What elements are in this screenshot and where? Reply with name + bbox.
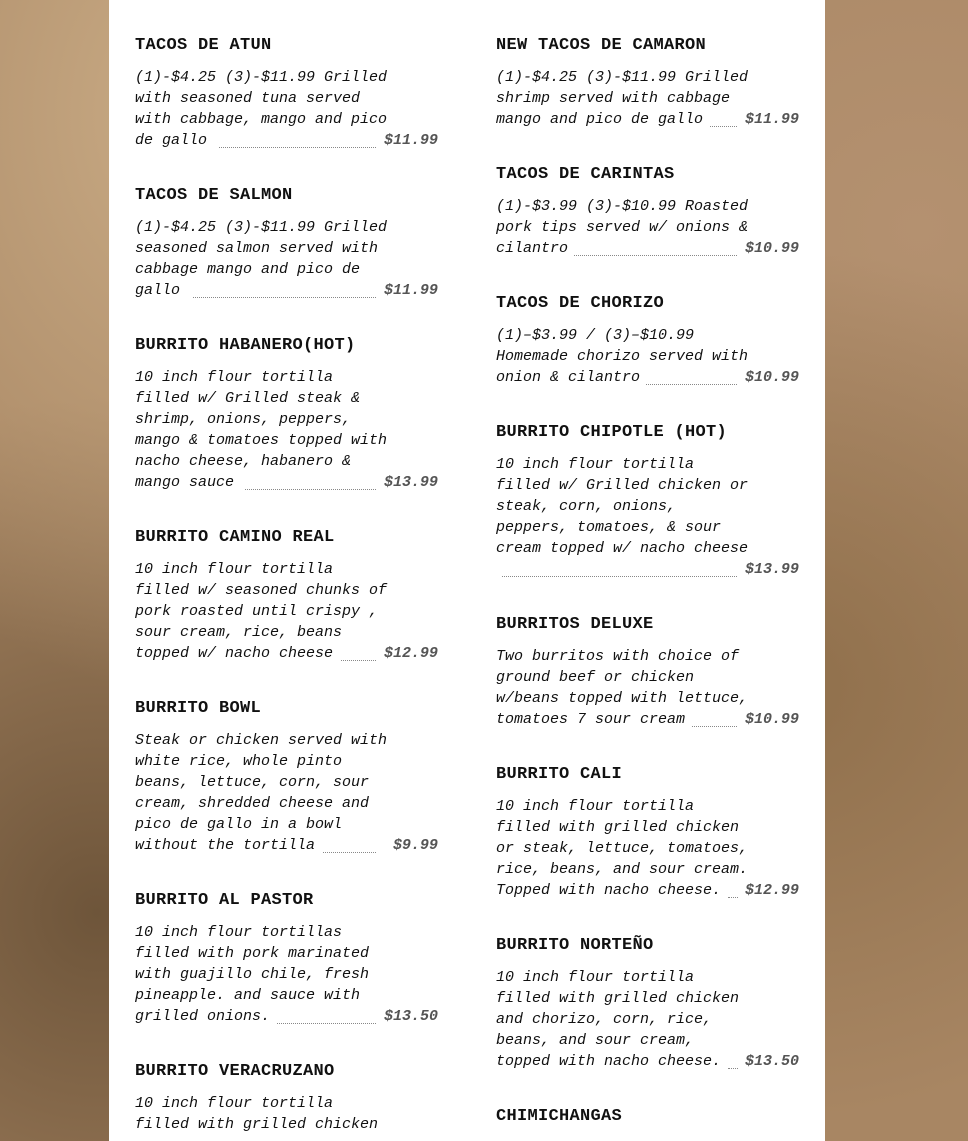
- dot-leader: [646, 382, 737, 385]
- menu-item: [496, 765, 799, 901]
- menu-item-price: $11.99: [744, 111, 799, 128]
- menu-item: [496, 36, 799, 130]
- menu-item-title: BURRITO BOWL: [135, 699, 262, 718]
- description-line: cabbage mango and pico de: [135, 261, 361, 278]
- description-line: topped with nacho cheese.: [496, 1053, 722, 1070]
- description-line: pork tips served w/ onions &: [496, 219, 749, 236]
- description-line: onion & cilantro: [496, 369, 641, 386]
- description-line: cream, shredded cheese and: [135, 795, 370, 812]
- menu-item-description: [135, 217, 390, 301]
- description-line: Topped with nacho cheese.: [496, 882, 722, 899]
- menu-item-price: $13.50: [383, 1008, 438, 1025]
- menu-item: [135, 36, 438, 151]
- menu-item-description: [496, 454, 751, 580]
- menu-item-description: [496, 967, 751, 1072]
- menu-item-title: TACOS DE CARINTAS: [496, 165, 675, 184]
- description-line: 10 inch flour tortilla: [135, 369, 334, 386]
- menu-item-description: [496, 325, 751, 388]
- menu-item-price: $10.99: [744, 711, 799, 728]
- dot-leader: [728, 895, 738, 898]
- dot-leader: [502, 574, 737, 577]
- menu-item-title: BURRITO NORTEÑO: [496, 936, 654, 955]
- menu-item: [135, 699, 438, 856]
- menu-item: [135, 528, 438, 664]
- menu-item-price: $9.99: [392, 837, 438, 854]
- description-line: 10 inch flour tortilla: [496, 798, 695, 815]
- menu-item-title: TACOS DE CHORIZO: [496, 294, 665, 313]
- description-line: tomatoes 7 sour cream: [496, 711, 686, 728]
- dot-leader: [341, 658, 376, 661]
- description-line: (1)-$4.25 (3)-$11.99 Grilled: [135, 69, 388, 86]
- menu-item: [496, 165, 799, 259]
- menu-item-title: TACOS DE ATUN: [135, 36, 272, 55]
- menu-item-description: [135, 1093, 390, 1135]
- menu-item-title: TACOS DE SALMON: [135, 186, 293, 205]
- description-line: ground beef or chicken: [496, 669, 695, 686]
- menu-item-description: [135, 730, 390, 856]
- menu-item-title: NEW TACOS DE CAMARON: [496, 36, 707, 55]
- menu-item-description: [496, 67, 751, 130]
- menu-item: [135, 186, 438, 301]
- description-line: with seasoned tuna served: [135, 90, 361, 107]
- description-line: with cabbage, mango and pico: [135, 111, 388, 128]
- description-line: pico de gallo in a bowl: [135, 816, 343, 833]
- menu-item-price: $12.99: [744, 882, 799, 899]
- description-line: shrimp, onions, peppers,: [135, 411, 352, 428]
- menu-item-price: $11.99: [383, 282, 438, 299]
- menu-item-description: [496, 196, 751, 259]
- description-line: grilled onions.: [135, 1008, 271, 1025]
- menu-item-description: [135, 559, 390, 664]
- description-line: 10 inch flour tortilla: [496, 456, 695, 473]
- menu-item-title: BURRITO CHIPOTLE (HOT): [496, 423, 728, 442]
- menu-item: [135, 336, 438, 493]
- dot-leader: [193, 295, 376, 298]
- dot-leader: [277, 1021, 376, 1024]
- menu-item-title: BURRITO CAMINO REAL: [135, 528, 335, 547]
- description-line: Homemade chorizo served with: [496, 348, 749, 365]
- menu-item-price: $11.99: [383, 132, 438, 149]
- menu-item: [496, 1107, 799, 1138]
- description-line: shrimp served with cabbage: [496, 90, 731, 107]
- description-line: nacho cheese, habanero &: [135, 453, 352, 470]
- dot-leader: [219, 145, 376, 148]
- menu-item-price: $10.99: [744, 369, 799, 386]
- description-line: filled w/ seasoned chunks of: [135, 582, 388, 599]
- description-line: mango sauce: [135, 474, 235, 491]
- description-line: without the tortilla: [135, 837, 316, 854]
- menu-item-description: [496, 646, 751, 730]
- menu-item-price: $13.99: [744, 561, 799, 578]
- description-line: gallo: [135, 282, 181, 299]
- description-line: de gallo: [135, 132, 208, 149]
- menu-item-title: BURRITO VERACRUZANO: [135, 1062, 335, 1081]
- description-line: beans, and sour cream,: [496, 1032, 695, 1049]
- menu-item-description: [135, 67, 390, 151]
- menu-item-description: [135, 367, 390, 493]
- menu-item-title: BURRITO HABANERO(HOT): [135, 336, 356, 355]
- menu-item-title: BURRITO AL PASTOR: [135, 891, 314, 910]
- description-line: seasoned salmon served with: [135, 240, 379, 257]
- menu-item-price: $13.99: [383, 474, 438, 491]
- menu-item-price: $12.99: [383, 645, 438, 662]
- description-line: topped w/ nacho cheese: [135, 645, 334, 662]
- description-line: 10 inch flour tortillas: [135, 924, 343, 941]
- description-line: steak, corn, onions,: [496, 498, 677, 515]
- menu-item-price: $13.50: [744, 1053, 799, 1070]
- description-line: and chorizo, corn, rice,: [496, 1011, 713, 1028]
- dot-leader: [728, 1066, 738, 1069]
- menu-item: [496, 423, 799, 580]
- menu-item: [496, 615, 799, 730]
- description-line: 10 inch flour tortilla: [135, 561, 334, 578]
- description-line: sour cream, rice, beans: [135, 624, 343, 641]
- dot-leader: [692, 724, 737, 727]
- description-line: pineapple. and sauce with: [135, 987, 361, 1004]
- menu-item: [135, 1062, 438, 1135]
- description-line: 10 inch flour tortilla: [496, 969, 695, 986]
- description-line: filled with pork marinated: [135, 945, 370, 962]
- menu-item-title: CHIMICHANGAS: [496, 1107, 623, 1126]
- description-line: or steak, lettuce, tomatoes,: [496, 840, 749, 857]
- description-line: filled w/ Grilled steak &: [135, 390, 361, 407]
- dot-leader: [574, 253, 737, 256]
- description-line: mango and pico de gallo: [496, 111, 704, 128]
- description-line: 10 inch flour tortilla: [135, 1095, 334, 1112]
- description-line: filled w/ Grilled chicken or: [496, 477, 749, 494]
- description-line: cilantro: [496, 240, 569, 257]
- description-line: (1)-$4.25 (3)-$11.99 Grilled: [496, 69, 749, 86]
- description-line: (1)-$3.99 (3)-$10.99 Roasted: [496, 198, 749, 215]
- description-line: Two burritos with choice of: [496, 648, 740, 665]
- menu-item-title: BURRITOS DELUXE: [496, 615, 654, 634]
- menu-item-description: [496, 796, 751, 901]
- description-line: beans, lettuce, corn, sour: [135, 774, 370, 791]
- menu-item: [496, 294, 799, 388]
- menu-item-description: [135, 922, 390, 1027]
- menu-item-price: $10.99: [744, 240, 799, 257]
- menu-item: [496, 936, 799, 1072]
- menu-page: [109, 0, 825, 1141]
- dot-leader: [245, 487, 376, 490]
- description-line: rice, beans, and sour cream.: [496, 861, 749, 878]
- description-line: pork roasted until crispy ,: [135, 603, 379, 620]
- description-line: (1)–$3.99 / (3)–$10.99: [496, 327, 695, 344]
- description-line: white rice, whole pinto: [135, 753, 343, 770]
- dot-leader: [710, 124, 737, 127]
- description-line: filled with grilled chicken: [135, 1116, 379, 1133]
- description-line: w/beans topped with lettuce,: [496, 690, 749, 707]
- description-line: peppers, tomatoes, & sour: [496, 519, 722, 536]
- description-line: (1)-$4.25 (3)-$11.99 Grilled: [135, 219, 388, 236]
- description-line: cream topped w/ nacho cheese: [496, 540, 749, 557]
- description-line: Steak or chicken served with: [135, 732, 388, 749]
- description-line: with guajillo chile, fresh: [135, 966, 370, 983]
- menu-item-title: BURRITO CALI: [496, 765, 623, 784]
- menu-item: [135, 891, 438, 1027]
- description-line: mango & tomatoes topped with: [135, 432, 388, 449]
- description-line: filled with grilled chicken: [496, 819, 740, 836]
- description-line: filled with grilled chicken: [496, 990, 740, 1007]
- dot-leader: [323, 850, 376, 853]
